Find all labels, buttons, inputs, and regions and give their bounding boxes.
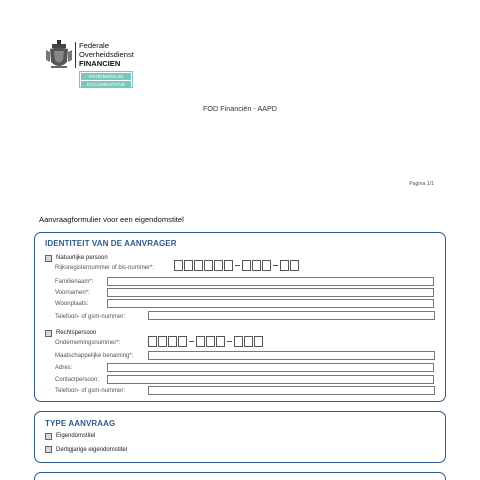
thirty-year-title-label: Dertigjarige eigendomstitel [56, 447, 128, 453]
company-name-label: Maatschappelijke benaming*: [55, 353, 134, 359]
contact-person-label: Contactpersoon: [55, 377, 100, 383]
ownership-title-checkbox[interactable] [45, 433, 52, 440]
patrimonium-tag: PATRIMONIUM [81, 73, 131, 80]
next-section [34, 472, 446, 480]
first-name-field[interactable] [107, 288, 434, 297]
form-title: Aanvraagformulier voor een eigendomstitel [39, 215, 184, 224]
phone-natural-label: Telefoon- of gsm-nummer: [55, 314, 126, 320]
company-name-field[interactable] [148, 351, 435, 360]
logo-line-2: Overheidsdienst [79, 50, 134, 59]
family-name-label: Familienaam*: [55, 279, 94, 285]
documentatie-tag: DOCUMENTATIE [81, 81, 131, 88]
first-name-label: Voornamen*: [55, 290, 90, 296]
request-type-title: TYPE AANVRAAG [45, 419, 116, 428]
rrn-digit-input[interactable] [174, 260, 300, 271]
phone-natural-field[interactable] [148, 311, 435, 320]
phone-legal-label: Telefoon- of gsm-nummer: [55, 388, 126, 394]
patrimonium-badge [79, 71, 133, 88]
belgian-crest-icon [46, 40, 72, 70]
enterprise-digit-input[interactable] [148, 336, 264, 347]
contact-person-field[interactable] [107, 375, 434, 384]
enterprise-number-label: Ondernemingsnummer*: [55, 340, 121, 346]
natural-person-checkbox[interactable] [45, 255, 52, 262]
logo-line-3: FINANCIEN [79, 59, 121, 68]
request-type-section [34, 411, 446, 463]
legal-person-label: Rechtspersoon [56, 330, 97, 336]
phone-legal-field[interactable] [148, 386, 435, 395]
header-title: FOD Financiën - AAPD [203, 104, 277, 113]
ownership-title-label: Eigendomstitel [56, 433, 96, 439]
logo-text [79, 41, 134, 68]
natural-person-label: Natuurlijke persoon [56, 255, 108, 261]
identity-section [34, 232, 446, 402]
identity-section-title: IDENTITEIT VAN DE AANVRAGER [45, 239, 177, 248]
residence-field[interactable] [107, 299, 434, 308]
address-label: Adres: [55, 365, 73, 371]
rrn-label: Rijksregisternummer of bis-nummer*: [55, 265, 155, 271]
logo-line-1: Federale [79, 41, 109, 50]
residence-label: Woonplaats: [55, 301, 89, 307]
fod-logo [46, 40, 146, 88]
address-field[interactable] [107, 363, 434, 372]
legal-person-checkbox[interactable] [45, 330, 52, 337]
family-name-field[interactable] [107, 277, 434, 286]
thirty-year-title-checkbox[interactable] [45, 446, 52, 453]
page-number: Pagina 1/1 [409, 181, 434, 187]
logo-divider [75, 42, 76, 68]
